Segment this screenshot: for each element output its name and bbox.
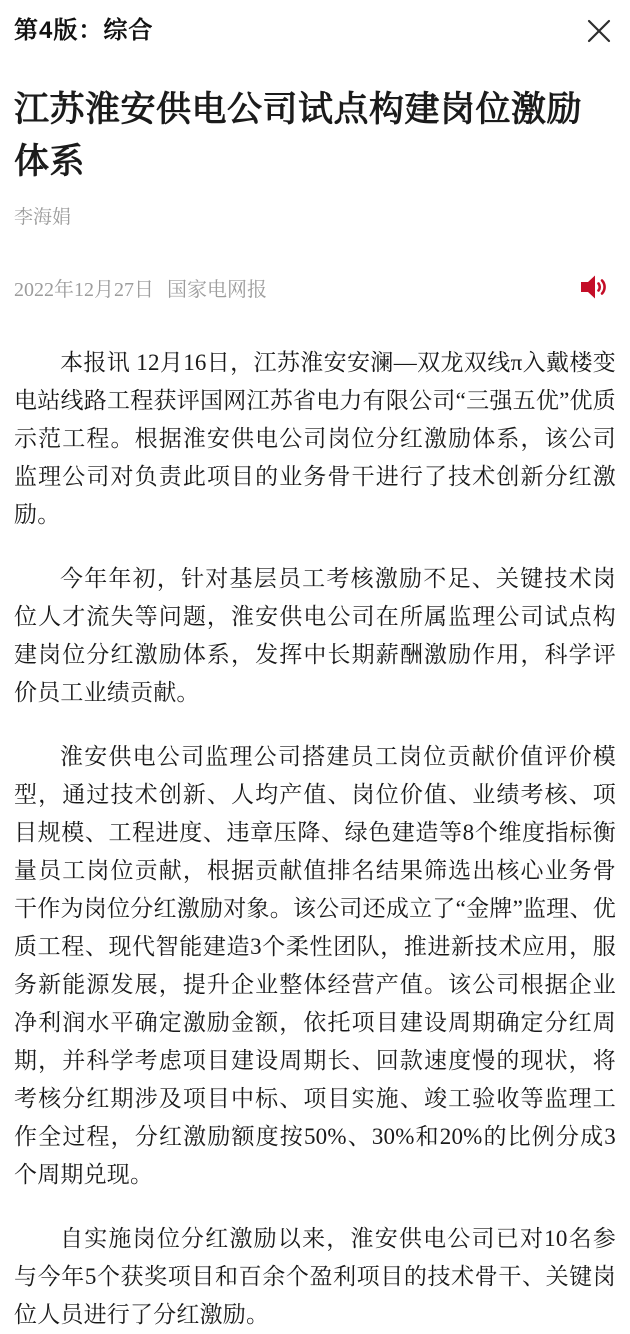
article-author: 李海娟: [14, 207, 72, 228]
article-title: 江苏淮安供电公司试点构建岗位激励体系: [14, 90, 583, 181]
article: [14, 84, 616, 1334]
article-paragraph-3: 淮安供电公司监理公司搭建员工岗位贡献价值评价模型，通过技术创新、人均产值、岗位价值、业绩考核、项目规模、工程进度、违章压降、绿色建造等8个维度指标衡量员工岗位贡献，根据贡献值排名结果筛选出核心业务骨干作为岗位分红激励对象。该公司还成立了“金牌”监理、优质工程、现代智能建造3个柔性团队，推进新技术应用，服务新能源发展，提升企业整体经营产值。该公司根据企业净利润水平确定激励金额，依托项目建设周期确定分红周期，并科学考虑项目建设周期长、回款速度慢的现状，将考核分红期涉及项目中标、项目实施、竣工验收等监理工作全过程，分红激励额度按50%、30%和20%的比例分成3个周期兑现。: [14, 744, 616, 1187]
speaker-icon: [577, 271, 609, 303]
edition-label: 第4版：综合: [14, 17, 154, 44]
article-source: 国家电网报: [167, 278, 267, 301]
close-icon: [584, 16, 614, 46]
article-body: [14, 344, 616, 1334]
top-bar: [14, 14, 616, 48]
article-paragraph-1: 本报讯 12月16日，江苏淮安安澜—双龙双线π入戴楼变电站线路工程获评国网江苏省电力有限公司“三强五优”优质示范工程。根据淮安供电公司岗位分红激励体系，该公司监理公司对负责此项目的业务骨干进行了技术创新分红激励。: [14, 350, 616, 527]
article-paragraph-4: 自实施岗位分红激励以来，淮安供电公司已对10名参与今年5个获奖项目和百余个盈利项目的技术骨干、关键岗位人员进行了分红激励。: [14, 1226, 616, 1327]
article-meta: [14, 273, 267, 302]
article-meta-row: [14, 270, 616, 304]
article-date: 2022年12月27日: [14, 278, 154, 301]
read-aloud-button[interactable]: [576, 270, 610, 304]
article-paragraph-2: 今年年初，针对基层员工考核激励不足、关键技术岗位人才流失等问题，淮安供电公司在所属监理公司试点构建岗位分红激励体系，发挥中长期薪酬激励作用，科学评价员工业绩贡献。: [14, 566, 616, 705]
close-button[interactable]: [582, 14, 616, 48]
